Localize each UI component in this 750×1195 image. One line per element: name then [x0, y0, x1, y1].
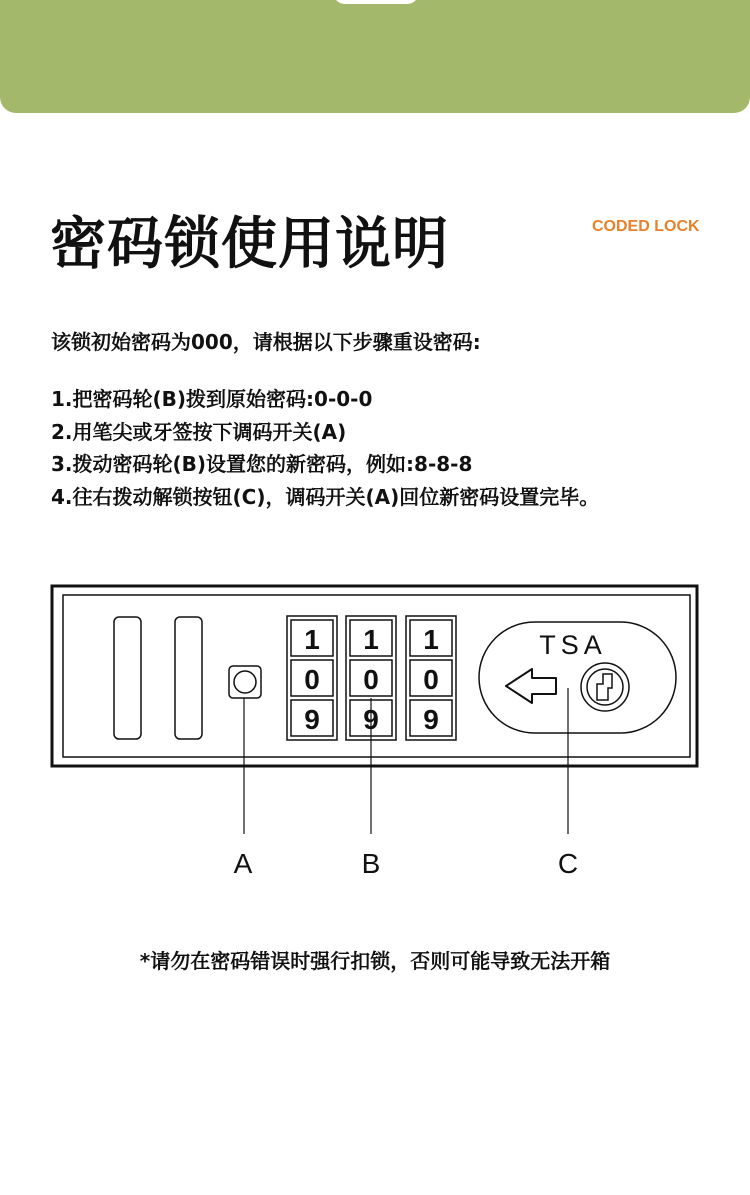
callout-label-b: B [361, 848, 381, 879]
wheel-digit-bottom: 9 [423, 704, 439, 735]
step-item: 2.用笔尖或牙签按下调码开关(A) [51, 419, 347, 444]
wheel-digit-middle: 0 [304, 664, 320, 695]
wheel-digit-bottom: 9 [363, 704, 379, 735]
warning-note: *请勿在密码错误时强行扣锁，否则可能导致无法开箱 [139, 949, 611, 973]
lock-diagram [0, 570, 750, 900]
code-wheel [406, 616, 456, 740]
wheel-digit-top: 1 [304, 624, 320, 655]
wheel-digit-middle: 0 [423, 664, 439, 695]
tsa-label: TSA [539, 630, 607, 660]
callout-label-a: A [233, 848, 253, 879]
wheel-digit-bottom: 9 [304, 704, 320, 735]
step-item: 1.把密码轮(B)拨到原始密码:0-0-0 [51, 387, 373, 411]
step-item: 3.拨动密码轮(B)设置您的新密码，例如:8-8-8 [51, 452, 473, 476]
step-item: 4.往右拨动解锁按钮(C)，调码开关(A)回位新密码设置完毕。 [51, 484, 600, 509]
intro-text: 该锁初始密码为000，请根据以下步骤重设密码: [51, 330, 481, 354]
code-wheel [287, 616, 337, 740]
wheel-digit-middle: 0 [363, 664, 379, 695]
header-banner [0, 0, 750, 113]
key-lock-icon [581, 663, 629, 711]
page-subtitle: CODED LOCK [592, 218, 700, 235]
banner-notch [333, 0, 419, 4]
wheel-digit-top: 1 [363, 624, 379, 655]
page-title: 密码锁使用说明 [50, 212, 449, 277]
callout-label-c: C [557, 848, 579, 879]
steps-list [51, 383, 599, 513]
reset-button-icon [229, 666, 261, 698]
wheel-digit-top: 1 [423, 624, 439, 655]
